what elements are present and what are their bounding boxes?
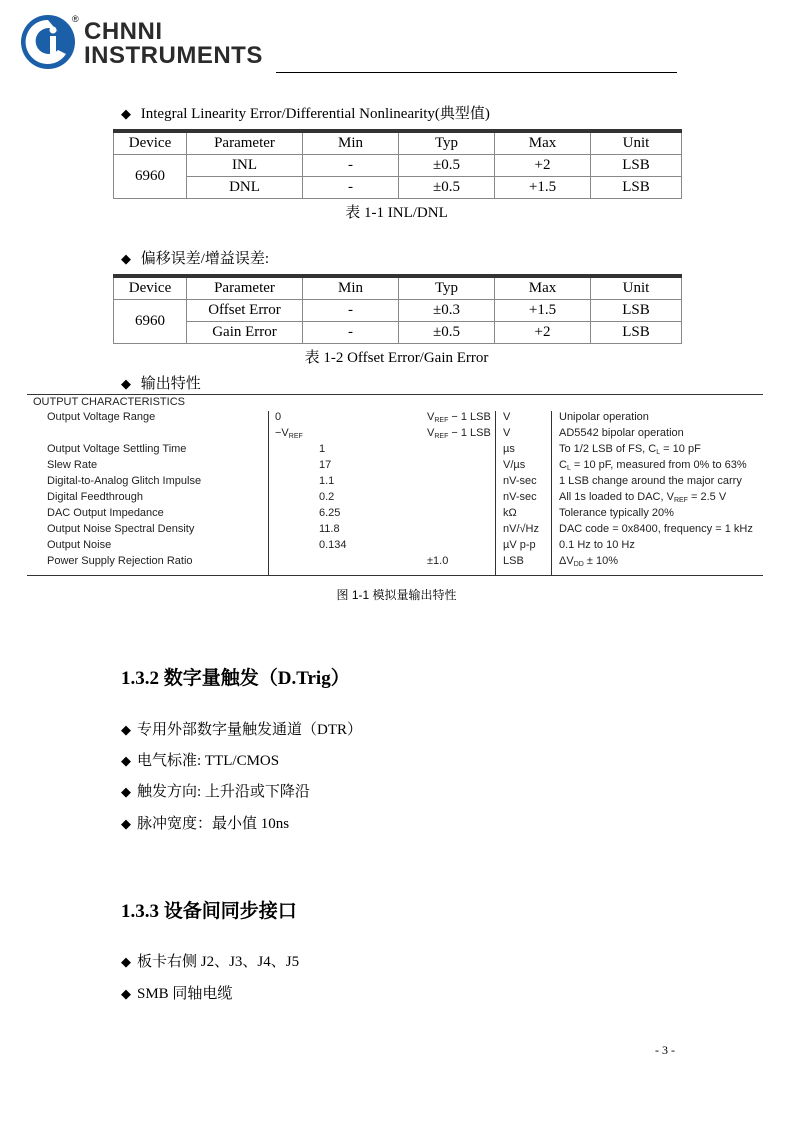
list-item: [121, 718, 362, 739]
list-item-text: 触发方向: 上升沿或下降沿: [137, 784, 310, 800]
list-item: [121, 749, 279, 770]
spec-unit: V/µs: [503, 459, 526, 471]
spec-unit: kΩ: [503, 507, 517, 519]
spec-unit: µV p-p: [503, 539, 536, 551]
unit-cell: LSB: [591, 300, 682, 322]
diamond-bullet-icon: ◆: [121, 251, 131, 266]
col-typ: Typ: [399, 276, 495, 300]
list-item-text: SMB 同轴电缆: [137, 986, 233, 1002]
brand-name-line1: CHNNI: [84, 18, 163, 45]
diamond-bullet-icon: ◆: [121, 753, 131, 768]
figure-caption: 图 1-1 模拟量输出特性: [336, 588, 457, 602]
list-item: [121, 812, 289, 833]
col-device: Device: [114, 276, 187, 300]
spec-name: Slew Rate: [47, 459, 98, 471]
spec-cond: To 1/2 LSB of FS, $C_L = 10$ pF: [559, 443, 701, 456]
spec-name: Digital-to-Analog Glitch Impulse: [47, 475, 202, 487]
list-item-text: 电气标准: TTL/CMOS: [137, 753, 280, 769]
output-heading: ◆ 输出特性: [121, 376, 201, 392]
section-title-sync: 1.3.3 设备间同步接口: [121, 901, 297, 922]
spec-row: [27, 475, 763, 491]
spec-max: ±1.0: [427, 555, 449, 567]
spec-row: [27, 523, 763, 539]
spec-name: Digital Feedthrough: [47, 491, 144, 503]
diamond-bullet-icon: ◆: [121, 954, 131, 969]
spec-unit: nV-sec: [503, 491, 537, 503]
offset-table: [113, 274, 682, 344]
list-item-text: 脉冲宽度：最小值 10ns: [137, 816, 290, 832]
col-min: Min: [303, 276, 399, 300]
spec-cond: 0.1 Hz to 10 Hz: [559, 539, 635, 551]
list-item-text: 专用外部数字量触发通道（DTR）: [137, 722, 363, 738]
spec-cond: Unipolar operation: [559, 411, 649, 423]
diamond-bullet-icon: ◆: [121, 784, 131, 799]
diamond-bullet-icon: ◆: [121, 986, 131, 1001]
spec-row: [27, 427, 763, 443]
device-cell: 6960: [114, 155, 187, 199]
min-cell: -: [303, 177, 399, 199]
spec-cond: $\Delta V_{DD} \pm 10\%$: [559, 555, 618, 568]
spec-unit: LSB: [503, 555, 524, 567]
unit-cell: LSB: [591, 177, 682, 199]
table-row: [114, 300, 682, 322]
spec-cond: 1 LSB change around the major carry: [559, 475, 742, 487]
spec-unit: V: [503, 427, 511, 439]
list-item: [121, 982, 232, 1003]
spec-cond: DAC code = 0x8400, frequency = 1 kHz: [559, 523, 753, 535]
spec-typ: 0.134: [319, 539, 347, 551]
spec-typ: 11.8: [319, 523, 340, 535]
spec-max: $V_{REF} - 1$ LSB: [427, 411, 491, 424]
typ-cell: ±0.5: [399, 155, 495, 177]
spec-row: [27, 555, 763, 571]
spec-row: [27, 539, 763, 555]
spec-name: Output Voltage Range: [47, 411, 156, 423]
diamond-bullet-icon: ◆: [121, 376, 131, 391]
spec-row: [27, 507, 763, 523]
col-unit: Unit: [591, 131, 682, 155]
spec-row: [27, 491, 763, 507]
max-cell: +2: [495, 155, 591, 177]
list-item: [121, 950, 299, 971]
spec-cond: AD5542 bipolar operation: [559, 427, 684, 439]
col-device: Device: [114, 131, 187, 155]
chnni-logo-icon: [20, 14, 76, 70]
spec-typ: 17: [319, 459, 332, 471]
param-cell: Gain Error: [187, 322, 303, 344]
spec-min: $-V_{REF}$: [275, 427, 303, 440]
param-cell: INL: [187, 155, 303, 177]
typ-cell: ±0.3: [399, 300, 495, 322]
spec-typ: 1.1: [319, 475, 335, 487]
device-cell: 6960: [114, 300, 187, 344]
figure-title: OUTPUT CHARACTERISTICS: [33, 396, 185, 408]
max-cell: +1.5: [495, 300, 591, 322]
offset-heading: ◆ 偏移误差/增益误差:: [121, 251, 270, 267]
spec-row: [27, 459, 763, 475]
spec-min: 0: [275, 411, 282, 423]
header-rule: [276, 72, 677, 73]
diamond-bullet-icon: ◆: [121, 722, 131, 737]
registered-mark: ®: [72, 14, 79, 24]
diamond-bullet-icon: ◆: [121, 106, 131, 121]
spec-row: [27, 411, 763, 427]
spec-typ: 0.2: [319, 491, 335, 503]
table-row: [114, 177, 682, 199]
spec-typ: 6.25: [319, 507, 341, 519]
spec-name: Power Supply Rejection Ratio: [47, 555, 193, 567]
output-characteristics-figure: [27, 394, 763, 576]
param-cell: Offset Error: [187, 300, 303, 322]
table-row: [114, 155, 682, 177]
col-max: Max: [495, 131, 591, 155]
col-min: Min: [303, 131, 399, 155]
spec-cond: $C_L = 10$ pF, measured from 0% to 63%: [559, 459, 747, 472]
inl-table: [113, 129, 682, 199]
table-caption: 表 1-2 Offset Error/Gain Error: [304, 350, 489, 366]
spec-cond: All 1s loaded to DAC, $V_{REF} = 2.5$ V: [559, 491, 727, 504]
min-cell: -: [303, 322, 399, 344]
col-parameter: Parameter: [187, 276, 303, 300]
page-number: - 3 -: [655, 1043, 675, 1057]
col-parameter: Parameter: [187, 131, 303, 155]
max-cell: +1.5: [495, 177, 591, 199]
col-max: Max: [495, 276, 591, 300]
max-cell: +2: [495, 322, 591, 344]
unit-cell: LSB: [591, 322, 682, 344]
list-item-text: 板卡右侧 J2、J3、J4、J5: [137, 954, 300, 970]
spec-name: Output Voltage Settling Time: [47, 443, 187, 455]
spec-typ: 1: [319, 443, 326, 455]
inl-heading: ◆ Integral Linearity Error/Differential Nonlinearity(典型值): [121, 106, 490, 122]
table-caption: 表 1-1 INL/DNL: [345, 205, 448, 221]
brand-name-line2: INSTRUMENTS: [84, 42, 263, 69]
spec-unit: V: [503, 411, 511, 423]
spec-name: Output Noise Spectral Density: [47, 523, 195, 535]
unit-cell: LSB: [591, 155, 682, 177]
list-item: [121, 780, 310, 801]
spec-row: [27, 443, 763, 459]
spec-max: $V_{REF} - 1$ LSB: [427, 427, 491, 440]
section-title-trig: 1.3.2 数字量触发（D.Trig）: [121, 668, 350, 689]
col-unit: Unit: [591, 276, 682, 300]
typ-cell: ±0.5: [399, 177, 495, 199]
spec-unit: nV/√Hz: [503, 523, 539, 535]
spec-cond: Tolerance typically 20%: [559, 507, 674, 519]
spec-unit: µs: [503, 443, 515, 455]
typ-cell: ±0.5: [399, 322, 495, 344]
col-typ: Typ: [399, 131, 495, 155]
spec-name: Output Noise: [47, 539, 112, 551]
spec-name: DAC Output Impedance: [47, 507, 164, 519]
min-cell: -: [303, 155, 399, 177]
param-cell: DNL: [187, 177, 303, 199]
min-cell: -: [303, 300, 399, 322]
table-row: [114, 322, 682, 344]
spec-unit: nV-sec: [503, 475, 537, 487]
diamond-bullet-icon: ◆: [121, 816, 131, 831]
